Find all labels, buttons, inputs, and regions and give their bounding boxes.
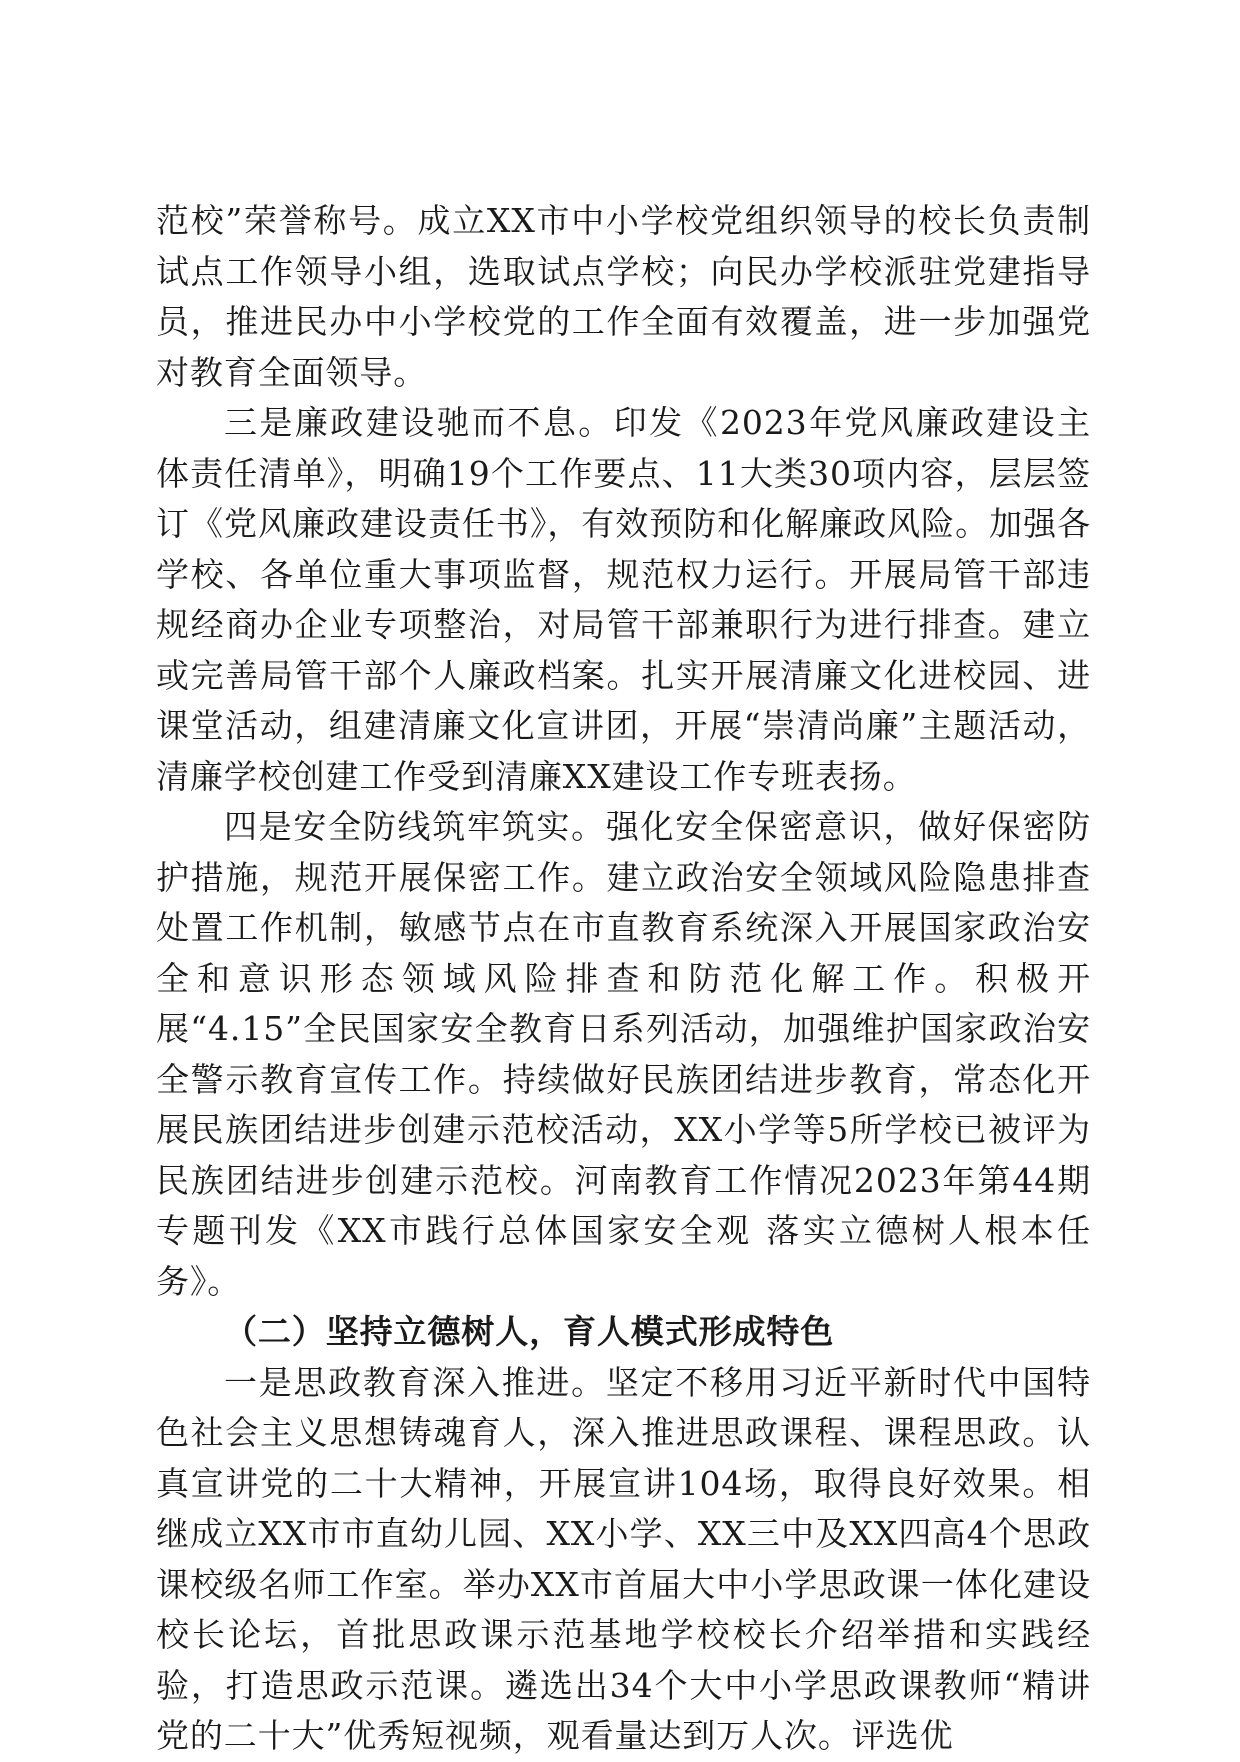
paragraph-security-defense: 四是安全防线筑牢筑实。强化安全保密意识，做好保密防护措施，规范开展保密工作。建立政治安全领域风险隐患排查处置工作机制，敏感节点在市直教育系统深入开展国家政治安全和意识形态领域风险排查和防范化解工作。积极开展“4.15”全民国家安全教育日系列活动，加强维护国家政治安全警示教育宣传工作。持续做好民族团结进步教育，常态化开展民族团结进步创建示范校活动，XX小学等5所学校已被评为民族团结进步创建示范校。河南教育工作情况2023年第44期专题刊发《XX市践行总体国家安全观 落实立德树人根本任务》。 [156,807,1091,1301]
paragraph-integrity-building: 三是廉政建设驰而不息。印发《2023年党风廉政建设主体责任清单》，明确19个工作要点、11大类30项内容，层层签订《党风廉政建设责任书》，有效预防和化解廉政风险。加强各学校、各单位重大事项监督，规范权力运行。开展局管干部违规经商办企业专项整治，对局管干部兼职行为进行排查。建立或完善局管干部个人廉政档案。扎实开展清廉文化进校园、进课堂活动，组建清廉文化宣讲团，开展“崇清尚廉”主题活动，清廉学校创建工作受到清廉XX建设工作专班表扬。 [156,403,1091,796]
paragraph-ideological-education: 一是思政教育深入推进。坚定不移用习近平新时代中国特色社会主义思想铸魂育人，深入推进思政课程、课程思政。认真宣讲党的二十大精神，开展宣讲104场，取得良好效果。相继成立XX市市直幼儿园、XX小学、XX三中及XX四高4个思政课校级名师工作室。举办XX市首届大中小学思政课一体化建设校长论坛，首批思政课示范基地学校校长介绍举措和实践经验，打造思政示范课。遴选出34个大中小学思政课教师“精讲党的二十大”优秀短视频，观看量达到万人次。评选优 [156,1362,1091,1755]
paragraph-continuation: 范校”荣誉称号。成立XX市中小学校党组织领导的校长负责制试点工作领导小组，选取试点学校；向民办学校派驻党建指导员，推进民办中小学校党的工作全面有效覆盖，进一步加强党对教育全面领导。 [156,201,1091,392]
document-body [156,196,1091,1762]
section-heading: （二）坚持立德树人，育人模式形成特色 [224,1312,835,1351]
